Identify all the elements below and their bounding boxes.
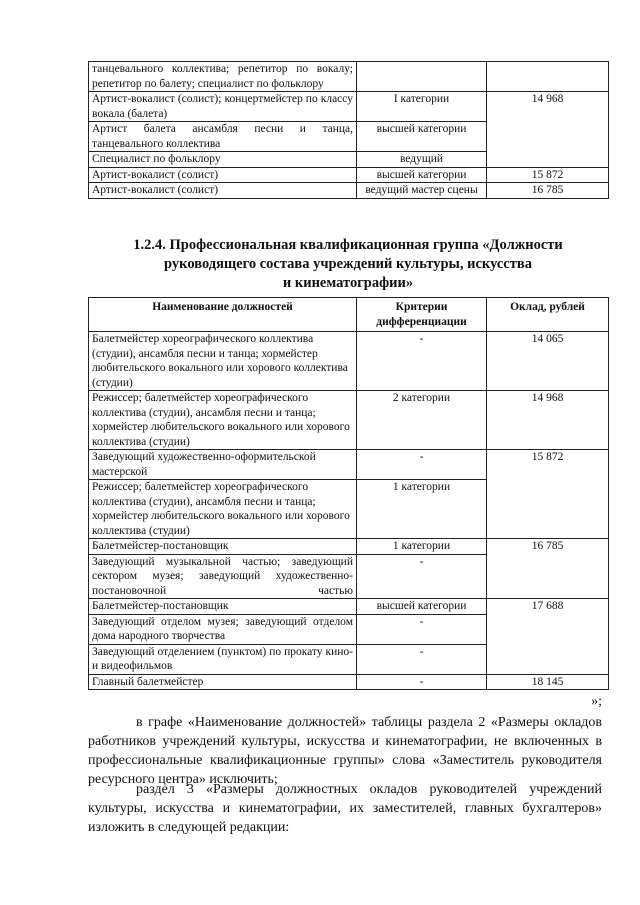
cell-criteria: высшей категории: [357, 122, 487, 152]
cell-criteria: -: [357, 674, 487, 690]
cell-name: Режиссер; балетмейстер хореографического коллектива (студии), ансамбля песни и танца; хормейстер любительского вокального или хорового коллектива (студии): [89, 391, 357, 450]
salary-table: [88, 297, 609, 690]
header-name: Наименование должностей: [89, 298, 357, 332]
cell-criteria: 2 категории: [357, 391, 487, 450]
table-row: [89, 167, 609, 183]
cell-salary: 18 145: [487, 674, 609, 690]
table-row: [89, 539, 609, 555]
cell-criteria: -: [357, 644, 487, 674]
cell-criteria: -: [357, 450, 487, 480]
paragraph-amendment-2: раздел 3 «Размеры должностных окладов руководителей учреждений культуры, искусства и кинематографии, их заместителей, главных бухгалтеров» изложить в следующей редакции:: [88, 782, 602, 835]
cell-criteria: 1 категории: [357, 539, 487, 555]
table-header-row: [89, 298, 609, 332]
section-heading-line2: руководящего состава учреждений культуры, искусства: [164, 256, 532, 272]
cell-criteria: высшей категории: [357, 599, 487, 615]
cell-name: Заведующий музыкальной частью; заведующий сектором музея; заведующий художественно-постановочной частью: [89, 554, 357, 599]
cell-criteria: -: [357, 554, 487, 599]
cell-name: Заведующий художественно-оформительской мастерской: [89, 450, 357, 480]
table-row: [89, 450, 609, 480]
header-criteria: Критерии дифференциации: [357, 298, 487, 332]
cell-criteria: высшей категории: [357, 167, 487, 183]
table-row: [89, 332, 609, 391]
cell-name: Заведующий отделом музея; заведующий отделом дома народного творчества: [89, 614, 357, 644]
cell-name: Главный балетмейстер: [89, 674, 357, 690]
cell-name: Артист балета ансамбля песни и танца, танцевального коллектива: [89, 122, 357, 152]
cell-criteria: 1 категории: [357, 480, 487, 539]
cell-criteria: -: [357, 332, 487, 391]
table-row: [89, 183, 609, 199]
table-row: [89, 391, 609, 450]
cell-salary: 16 785: [487, 183, 609, 199]
cell-name: Артист-вокалист (солист): [89, 167, 357, 183]
cell-name: Балетмейстер-постановщик: [89, 539, 357, 555]
cell-name: Балетмейстер хореографического коллектива (студии), ансамбля песни и танца; хормейстер любительского вокального или хорового коллектива (студии): [89, 332, 357, 391]
closing-quote-mark: »;: [591, 694, 602, 709]
table-row: [89, 92, 609, 122]
cell-criteria: I категории: [357, 92, 487, 122]
cell-salary: 14 065: [487, 332, 609, 391]
table-row: [89, 599, 609, 615]
cell-salary: 14 968: [487, 92, 609, 168]
cell-name: Специалист по фольклору: [89, 152, 357, 168]
cell-salary: 16 785: [487, 539, 609, 599]
cell-name: Балетмейстер-постановщик: [89, 599, 357, 615]
cell-criteria: ведущий: [357, 152, 487, 168]
section-heading-line3: и кинематографии»: [282, 275, 414, 291]
cell-criteria: -: [357, 614, 487, 644]
cell-salary: 15 872: [487, 167, 609, 183]
header-salary: Оклад, рублей: [487, 298, 609, 332]
cell-name: Артист-вокалист (солист); концертмейстер по классу вокала (балета): [89, 92, 357, 122]
table-row: [89, 674, 609, 690]
cell-name: Заведующий отделением (пунктом) по прокату кино- и видеофильмов: [89, 644, 357, 674]
cell-criteria: ведущий мастер сцены: [357, 183, 487, 199]
cell-salary: [487, 62, 609, 92]
table-row: [89, 62, 609, 92]
cell-salary: 14 968: [487, 391, 609, 450]
cell-name: Режиссер; балетмейстер хореографического коллектива (студии), ансамбля песни и танца; хормейстер любительского вокального или хорового коллектива (студии): [89, 480, 357, 539]
cell-salary: 15 872: [487, 450, 609, 539]
paragraph-amendment-1: в графе «Наименование должностей» таблицы раздела 2 «Размеры окладов работников учреждений культуры, искусства и кинематографии, не включенных в профессиональные квалификационные группы» слова «Заместитель руководителя ресурсного центра» исключить;: [88, 715, 602, 787]
section-heading-line1: 1.2.4. Профессиональная квалификационная группа «Должности: [133, 237, 563, 253]
cell-criteria: [357, 62, 487, 92]
table-continued: [88, 61, 609, 199]
cell-name: танцевального коллектива; репетитор по вокалу; репетитор по балету; специалист по фольклору: [89, 62, 357, 92]
section-heading: [88, 236, 608, 293]
cell-salary: 17 688: [487, 599, 609, 675]
cell-name: Артист-вокалист (солист): [89, 183, 357, 199]
